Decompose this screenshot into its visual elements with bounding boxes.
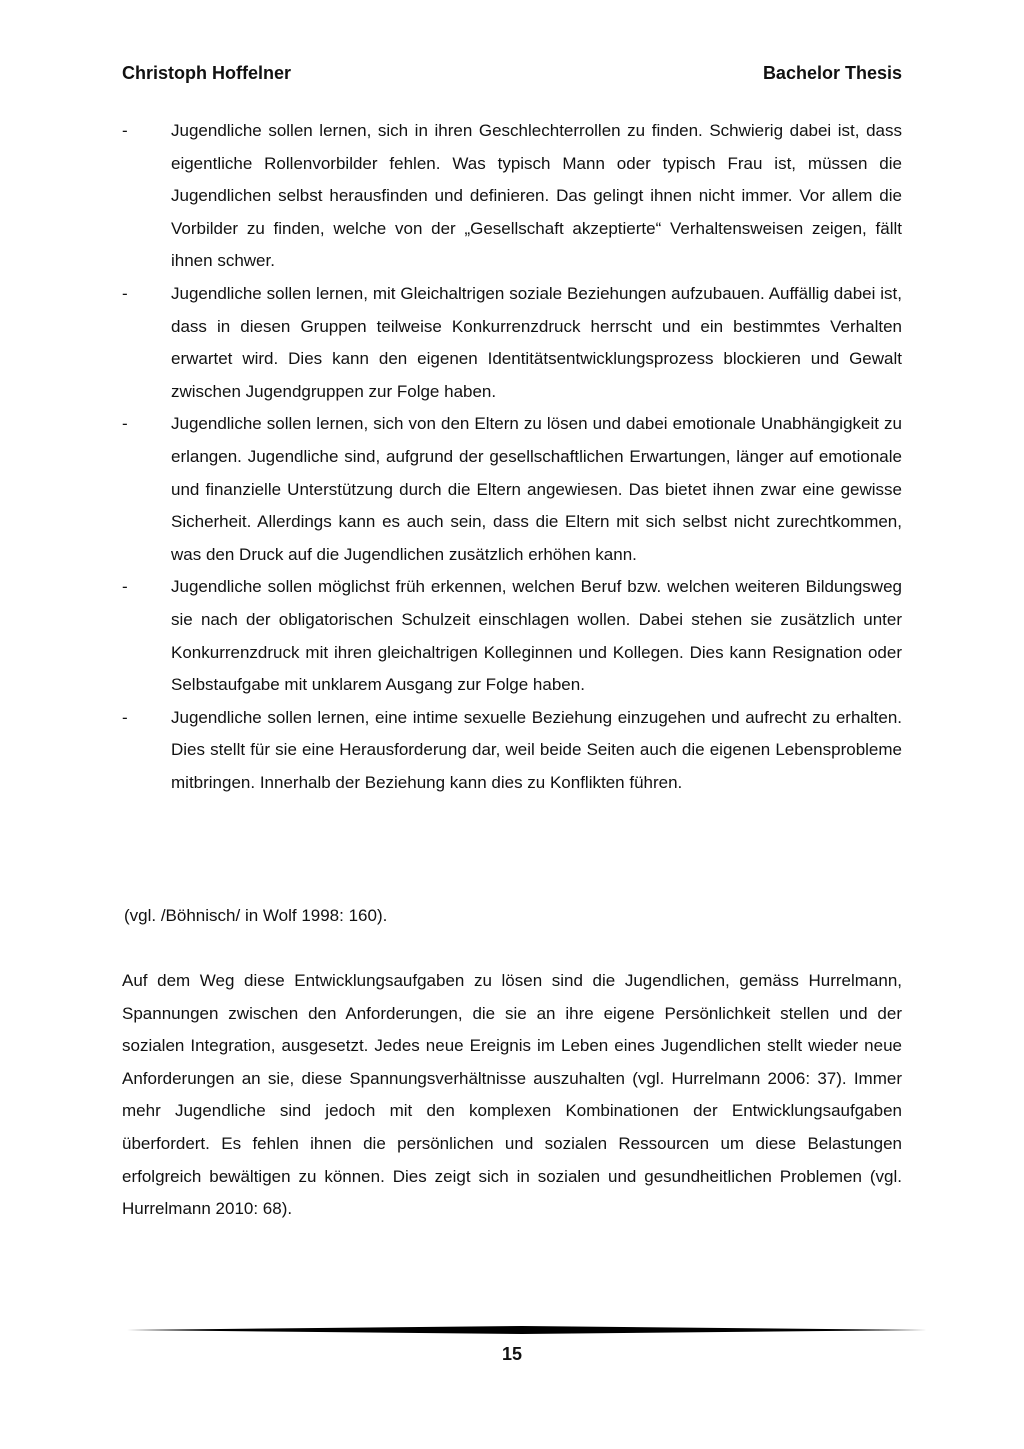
list-bullet: - — [122, 414, 128, 434]
citation: (vgl. /Böhnisch/ in Wolf 1998: 160). — [124, 906, 388, 925]
body-paragraph: Auf dem Weg diese Entwicklungsaufgaben zu lösen sind die Jugendlichen, gemäss Hurrelmann, Spannungen zwischen den Anforderungen, die sie an ihre eigene Persönlichkeit stellen und der sozialen Integration, ausgesetzt. Jedes neue Ereignis im Leben eines Jugendlichen stellt wieder neue Anforderungen an sie, diese Spannungsverhältnisse auszuhalten (vgl. Hurrelmann 2006: 37). Immer mehr Jugendliche sind jedoch mit den komplexen Kombinationen der Entwicklungsaufgaben überfordert. Es fehlen ihnen die persönlichen und sozialen Ressourcen um diese Belastungen erfolgreich bewältigen zu können. Dies zeigt sich in sozialen und gesundheitlichen Problemen (vgl. Hurrelmann 2010: 68). — [122, 971, 902, 1219]
header-author: Christoph Hoffelner — [122, 63, 291, 83]
list-item-text: Jugendliche sollen lernen, mit Gleichaltrigen soziale Beziehungen aufzubauen. Auffällig dabei ist, dass in diesen Gruppen teilweise Konkurrenzdruck herrscht und ein bestimmtes Verhalten erwartet wird. Dies kann den eigenen Identitätsentwicklungsprozess blockieren und Gewalt zwischen Jugendgruppen zur Folge haben. — [171, 283, 902, 401]
developmental-tasks-list — [122, 115, 902, 799]
list-item-text: Jugendliche sollen lernen, sich von den Eltern zu lösen und dabei emotionale Unabhängigkeit zu erlangen. Jugendliche sind, aufgrund der gesellschaftlichen Erwartungen, länger auf emotionale und finanzielle Unterstützung durch die Eltern angewiesen. Das bietet ihnen zwar eine gewisse Sicherheit. Allerdings kann es auch sein, dass die Eltern mit sich selbst nicht zurechtkommen, was den Druck auf die Jugendlichen zusätzlich erhöhen kann. — [171, 414, 902, 564]
list-item — [122, 115, 902, 278]
footer-rule — [122, 1325, 927, 1335]
list-bullet: - — [122, 707, 128, 727]
list-item — [122, 571, 902, 701]
list-item — [122, 278, 902, 408]
list-bullet: - — [122, 283, 128, 303]
page-number: 15 — [501, 1344, 523, 1364]
list-bullet: - — [122, 577, 128, 597]
list-item-text: Jugendliche sollen lernen, sich in ihren Geschlechterrollen zu finden. Schwierig dabei ist, dass eigentliche Rollenvorbilder fehlen. Was typisch Mann oder typisch Frau ist, müssen die Jugendlichen selbst herausfinden und definieren. Das gelingt ihnen nicht immer. Vor allem die Vorbilder zu finden, welche von der „Gesellschaft akzeptierte“ Verhaltensweisen zeigen, fällt ihnen schwer. — [171, 121, 902, 271]
header-doc-type: Bachelor Thesis — [762, 63, 902, 83]
list-item — [122, 702, 902, 800]
list-bullet: - — [122, 121, 128, 140]
list-item — [122, 408, 902, 571]
list-item-text: Jugendliche sollen möglichst früh erkennen, welchen Beruf bzw. welchen weiteren Bildungsweg sie nach der obligatorischen Schulzeit einschlagen wollen. Dabei stehen sie zusätzlich unter Konkurrenzdruck mit ihren gleichaltrigen Kolleginnen und Kollegen. Dies kann Resignation oder Selbstaufgabe mit unklarem Ausgang zur Folge haben. — [171, 577, 902, 695]
list-item-text: Jugendliche sollen lernen, eine intime sexuelle Beziehung einzugehen und aufrecht zu erhalten. Dies stellt für sie eine Herausforderung dar, weil beide Seiten auch die eigenen Lebensprobleme mitbringen. Innerhalb der Beziehung kann dies zu Konflikten führen. — [171, 707, 902, 792]
